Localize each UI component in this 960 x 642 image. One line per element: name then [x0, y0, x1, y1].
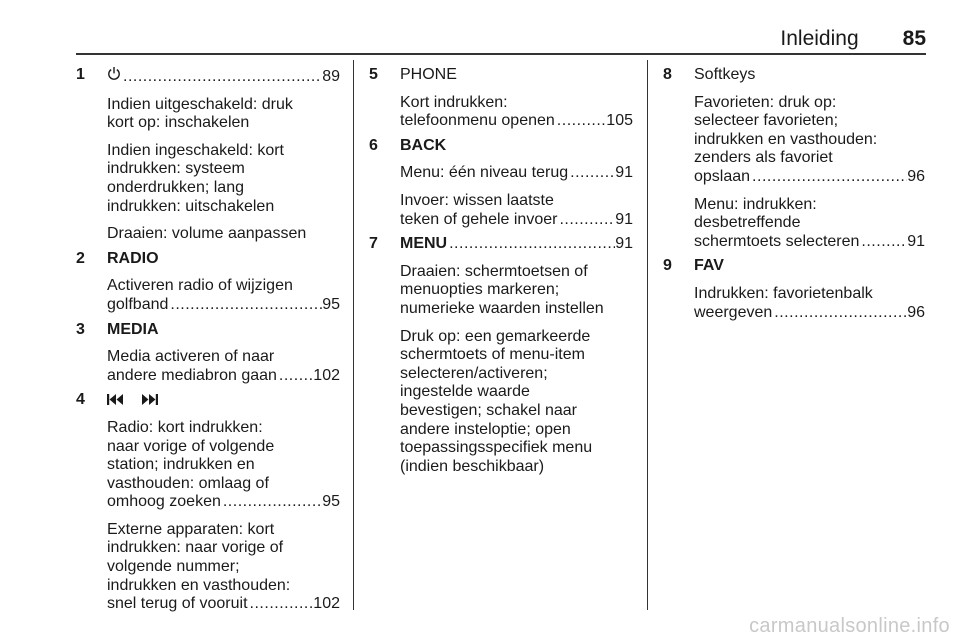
entry-2: [76, 244, 340, 315]
entry-number: 6: [369, 136, 378, 154]
entry-8: [663, 60, 925, 251]
column-1: [76, 60, 340, 614]
entry-paragraph: Radio: kort indrukken: naar vorige of volgende station; indrukken en vasthouden: omlaag of omhoog zoeken ..... 95: [76, 419, 340, 512]
section-title: Inleiding: [780, 27, 859, 50]
skip-forward-icon: [140, 393, 158, 406]
entry-title: [76, 60, 340, 87]
entry-paragraph: Draaien: schermtoetsen of menuopties markeren; numerieke waarden instellen: [400, 262, 604, 317]
entry-paragraph: Indrukken: favorietenbalk weergeven ..... 96: [663, 285, 925, 322]
entry-paragraph: Menu: één niveau terug ..... 91: [369, 164, 633, 183]
entry-number: 4: [76, 391, 85, 409]
entry-paragraph: Favorieten: druk op: selecteer favorieten; indrukken en vasthouden: zenders als favoriet opslaan ..... 96: [663, 94, 925, 187]
header-rule: [76, 53, 926, 55]
entry-9: [663, 251, 925, 322]
entry-4: [76, 385, 340, 614]
entry-title: MEDIA: [107, 320, 159, 338]
entry-title: FAV: [694, 257, 724, 275]
column-2: [369, 60, 633, 476]
entry-title: MENU ..... 91: [369, 229, 633, 254]
page-ref: 91: [615, 164, 633, 182]
page-ref: 91: [615, 235, 633, 253]
entry-title: Softkeys: [694, 66, 756, 83]
page-ref: 95: [322, 295, 340, 313]
entry-paragraph: Indien ingeschakeld: kort indrukken: systeem onderdrukken; lang indrukken: uitschakelen: [107, 141, 284, 215]
watermark: carmanualsonline.info: [749, 615, 950, 637]
page-ref: 91: [907, 232, 925, 250]
entry-number: 2: [76, 249, 85, 267]
power-icon: [107, 66, 121, 81]
page-ref: 91: [615, 210, 633, 228]
entry-paragraph: Indien uitgeschakeld: druk kort op: inschakelen: [107, 95, 293, 132]
entry-paragraph: Invoer: wissen laatste teken of gehele invoer ..... 91: [369, 192, 633, 229]
entry-number: 5: [369, 66, 378, 83]
entry-paragraph: Kort indrukken: telefoonmenu openen ..... 105: [369, 94, 633, 131]
column-divider: [353, 60, 354, 610]
entry-number: 8: [663, 66, 672, 83]
entry-7: [369, 229, 633, 476]
page-ref: 96: [907, 303, 925, 321]
page-header: [76, 27, 926, 51]
page-ref: 105: [606, 112, 633, 130]
entry-5: [369, 60, 633, 131]
entry-number: 7: [369, 235, 378, 253]
entry-number: 9: [663, 257, 672, 275]
entry-paragraph: Druk op: een gemarkeerde schermtoets of menu-item selecteren/activeren; ingestelde waarde bevestigen; schakel naar andere insteloptie; open toepassingsspecifiek menu (indien beschikbaar): [400, 327, 593, 475]
entry-title: RADIO: [107, 249, 159, 267]
page-ref: 102: [313, 366, 340, 384]
column-divider: [647, 60, 648, 610]
entry-paragraph: Externe apparaten: kort indrukken: naar vorige of volgende nummer; indrukken en vasthouden: snel terug of vooruit ..... 102: [76, 521, 340, 614]
page-ref: 95: [322, 493, 340, 511]
entry-title: BACK: [400, 136, 447, 154]
entry-3: [76, 315, 340, 386]
entry-1: [76, 60, 340, 244]
page-ref: 89: [322, 68, 340, 85]
column-3: [663, 60, 925, 322]
entry-number: 3: [76, 320, 85, 338]
page-ref: 96: [907, 167, 925, 185]
page-number: 85: [902, 27, 926, 50]
entry-6: [369, 131, 633, 229]
skip-back-icon: [107, 393, 125, 406]
entry-paragraph: Draaien: volume aanpassen: [107, 225, 307, 243]
entry-number: 1: [76, 66, 85, 83]
entry-title: [76, 385, 340, 410]
entry-paragraph: Media activeren of naar andere mediabron gaan ..... 102: [76, 348, 340, 385]
entry-paragraph: Activeren radio of wijzigen golfband ..... 95: [76, 277, 340, 314]
page-ref: 102: [313, 595, 340, 613]
entry-title: PHONE: [400, 66, 457, 83]
entry-paragraph: Menu: indrukken: desbetreffende schermtoets selecteren ..... 91: [663, 196, 925, 252]
